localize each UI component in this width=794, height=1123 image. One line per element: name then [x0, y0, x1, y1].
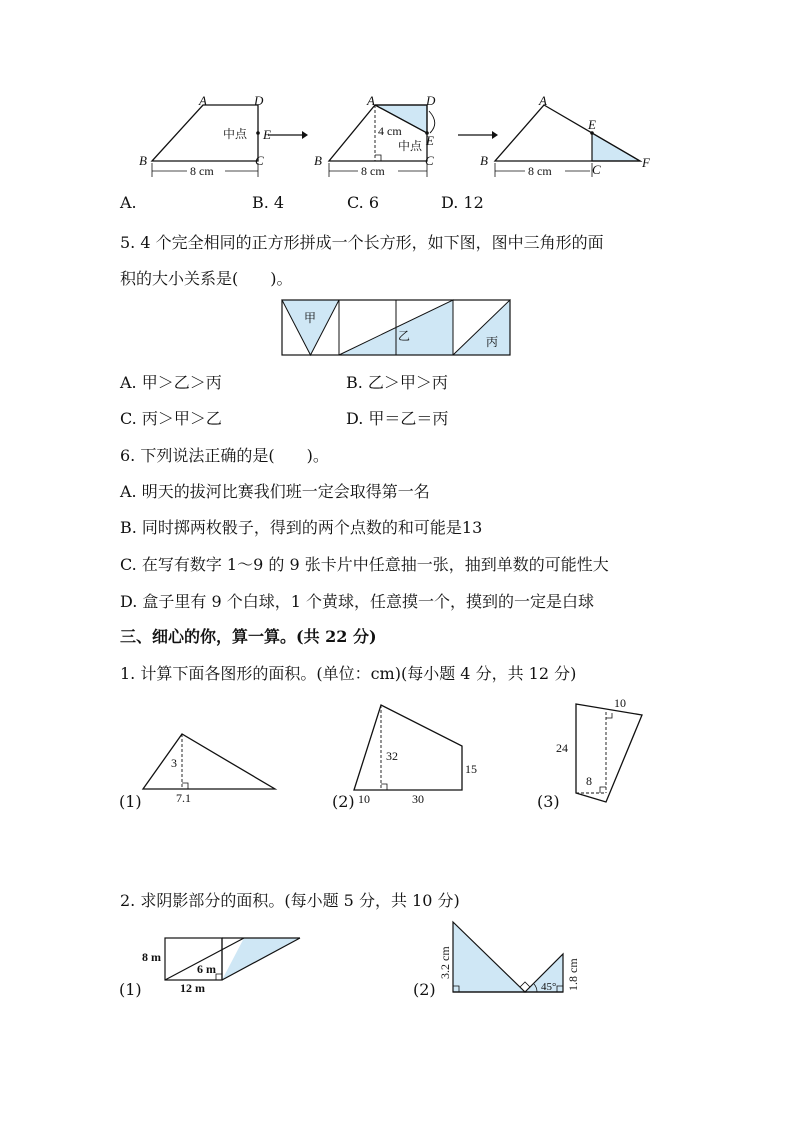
label-B: B	[314, 153, 322, 168]
q6-option-a[interactable]: A. 明天的拔河比赛我们班一定会取得第一名	[120, 482, 430, 501]
s3-q1-triangle	[140, 728, 285, 803]
q4-option-b[interactable]: B. 4	[252, 193, 285, 212]
q5-rectangle-figure	[282, 298, 512, 358]
q5-option-d[interactable]: D. 甲＝乙＝丙	[346, 409, 449, 428]
s3-q1-fig1-label: (1)	[119, 792, 142, 811]
q4-figure-1	[135, 93, 285, 178]
left-side-label: 3.2 cm	[438, 946, 452, 979]
q5-option-c[interactable]: C. 丙＞甲＞乙	[120, 409, 222, 428]
q4-figure-2	[312, 93, 462, 178]
q6-stem: 6. 下列说法正确的是( )。	[120, 446, 329, 465]
q5-stem-line2: 积的大小关系是( )。	[120, 269, 293, 288]
label-A: A	[367, 93, 375, 108]
label-D: D	[426, 93, 436, 108]
s3-q1-fig2-label: (2)	[332, 792, 355, 811]
base1-label: 10	[358, 792, 370, 806]
label-B: B	[139, 153, 147, 168]
q5-stem-line1: 5. 4 个完全相同的正方形拼成一个长方形，如下图，图中三角形的面	[120, 233, 604, 252]
label-A: A	[539, 93, 547, 108]
q5-option-b[interactable]: B. 乙＞甲＞丙	[346, 373, 448, 392]
q4-figure-3	[480, 93, 655, 178]
height-label: 32	[386, 749, 398, 763]
base-label: 7.1	[176, 791, 191, 805]
label-C: C	[592, 162, 601, 177]
right-side-label: 15	[465, 762, 477, 776]
s3-q2-shaded-figure-1	[140, 933, 315, 993]
label-bing: 丙	[486, 335, 499, 349]
q4-option-a[interactable]: A.	[120, 193, 137, 212]
s3-q1-stem: 1. 计算下面各图形的面积。(单位：cm)(每小题 4 分，共 12 分)	[120, 664, 577, 683]
s3-q1-fig3-label: (3)	[537, 792, 560, 811]
height-label: 4 cm	[378, 124, 402, 138]
label-F: F	[642, 155, 650, 170]
s3-q2-fig2-label: (2)	[413, 980, 436, 999]
s3-q1-trapezoid	[352, 702, 492, 807]
base-label: 8 cm	[528, 164, 552, 178]
q4-option-c[interactable]: C. 6	[347, 193, 380, 212]
s3-q1-trapezoid-right	[550, 695, 660, 805]
q6-option-d[interactable]: D. 盒子里有 9 个白球，1 个黄球，任意摸一个，摸到的一定是白球	[120, 592, 595, 611]
s3-q2-fig1-label: (1)	[119, 980, 142, 999]
inner-label: 6 m	[197, 962, 216, 976]
label-E: E	[426, 133, 434, 148]
label-C: C	[255, 153, 264, 168]
base2-label: 30	[412, 792, 424, 806]
height-label: 8 m	[142, 950, 161, 964]
q5-option-a[interactable]: A. 甲＞乙＞丙	[120, 373, 222, 392]
height-label: 8	[586, 774, 592, 788]
height-label: 3	[171, 756, 177, 770]
label-A: A	[199, 93, 207, 108]
section3-title: 三、细心的你，算一算。(共 22 分)	[120, 627, 377, 646]
base-label: 8 cm	[361, 164, 385, 178]
label-C: C	[425, 153, 434, 168]
arrow-1	[268, 130, 308, 140]
s3-q2-shaded-figure-2	[435, 917, 595, 997]
right-side-label: 1.8 cm	[566, 958, 580, 991]
label-yi: 乙	[398, 329, 411, 343]
q6-option-b[interactable]: B. 同时掷两枚骰子，得到的两个点数的和可能是13	[120, 518, 483, 537]
label-E: E	[588, 117, 596, 132]
label-midpoint: 中点	[223, 127, 248, 141]
top-label: 10	[614, 696, 626, 710]
base-label: 8 cm	[190, 164, 214, 178]
q6-option-c[interactable]: C. 在写有数字 1～9 的 9 张卡片中任意抽一张，抽到单数的可能性大	[120, 555, 609, 574]
q4-option-d[interactable]: D. 12	[441, 193, 484, 212]
s3-q2-stem: 2. 求阴影部分的面积。(每小题 5 分，共 10 分)	[120, 891, 460, 910]
label-B: B	[480, 153, 488, 168]
label-jia: 甲	[304, 311, 317, 325]
left-side-label: 24	[556, 741, 568, 755]
label-midpoint: 中点	[398, 139, 423, 153]
label-D: D	[254, 93, 264, 108]
angle-label: 45°	[541, 981, 557, 993]
label-E: E	[263, 127, 271, 142]
base-label: 12 m	[180, 981, 205, 995]
